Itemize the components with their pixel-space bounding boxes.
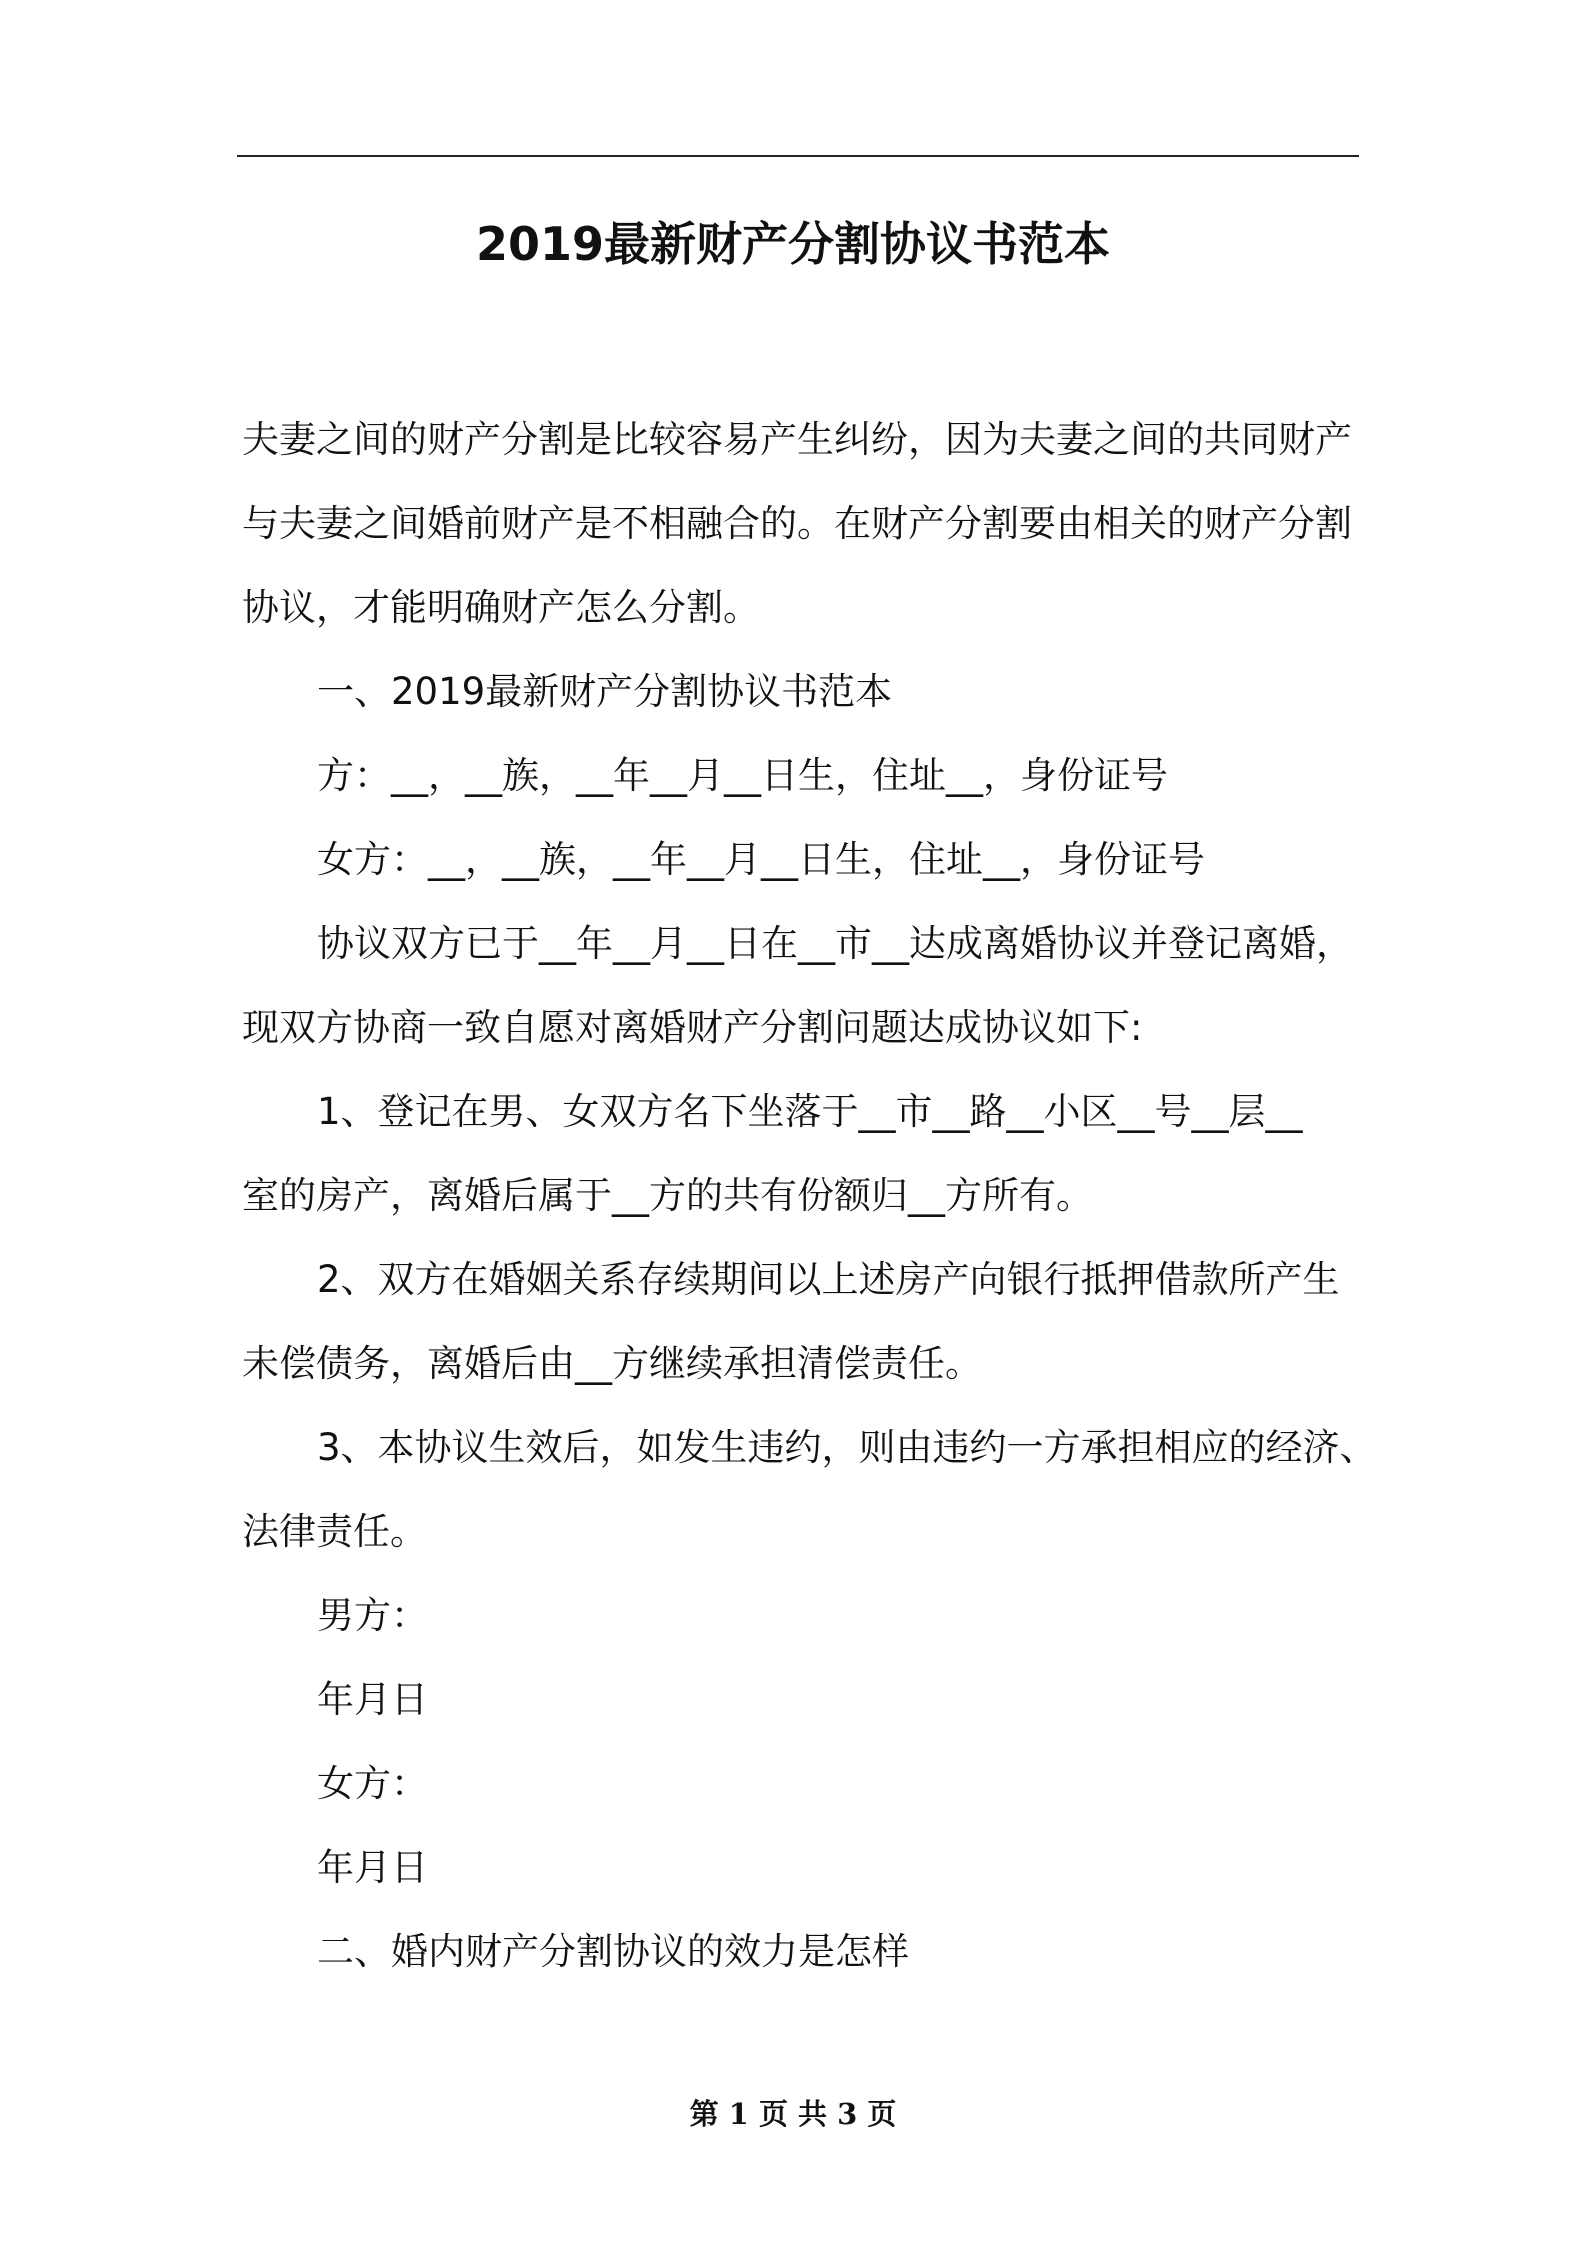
clause-2-line-1: 2、双方在婚姻关系存续期间以上述房产向银行抵押借款所产生 <box>317 1258 1340 1301</box>
clause-2-line-2: 未偿债务，离婚后由__方继续承担清偿责任。 <box>242 1342 982 1385</box>
page-number-footer: 第 1 页 共 3 页 <box>689 2097 897 2131</box>
section-2-heading: 二、婚内财产分割协议的效力是怎样 <box>317 1930 909 1973</box>
clause-3-line-1: 3、本协议生效后，如发生违约，则由违约一方承担相应的经济、 <box>317 1426 1377 1469</box>
header-divider <box>237 155 1359 157</box>
document-body <box>242 398 1382 1994</box>
intro-line-3: 协议，才能明确财产怎么分割。 <box>242 586 760 629</box>
intro-line-1: 夫妻之间的财产分割是比较容易产生纠纷，因为夫妻之间的共同财产 <box>242 418 1352 461</box>
section-1-heading: 一、2019最新财产分割协议书范本 <box>317 670 893 713</box>
signature-male-date: 年月日 <box>317 1678 428 1721</box>
signature-female-date: 年月日 <box>317 1846 428 1889</box>
signature-male: 男方： <box>317 1594 428 1637</box>
clause-1-line-1: 1、登记在男、女双方名下坐落于__市__路__小区__号__层__ <box>317 1090 1303 1133</box>
female-party-line: 女方：__，__族，__年__月__日生，住址__，身份证号 <box>317 838 1205 881</box>
male-party-line: 方：__，__族，__年__月__日生，住址__，身份证号 <box>317 754 1168 797</box>
signature-female: 女方： <box>317 1762 428 1805</box>
agreement-line-2: 现双方协商一致自愿对离婚财产分割问题达成协议如下: <box>242 1006 1143 1049</box>
clause-1-line-2: 室的房产，离婚后属于__方的共有份额归__方所有。 <box>242 1174 1093 1217</box>
agreement-line-1: 协议双方已于__年__月__日在__市__达成离婚协议并登记离婚， <box>317 922 1353 965</box>
clause-3-line-2: 法律责任。 <box>242 1510 427 1553</box>
intro-line-2: 与夫妻之间婚前财产是不相融合的。在财产分割要由相关的财产分割 <box>242 502 1352 545</box>
page-title: 2019最新财产分割协议书范本 <box>475 217 1111 271</box>
